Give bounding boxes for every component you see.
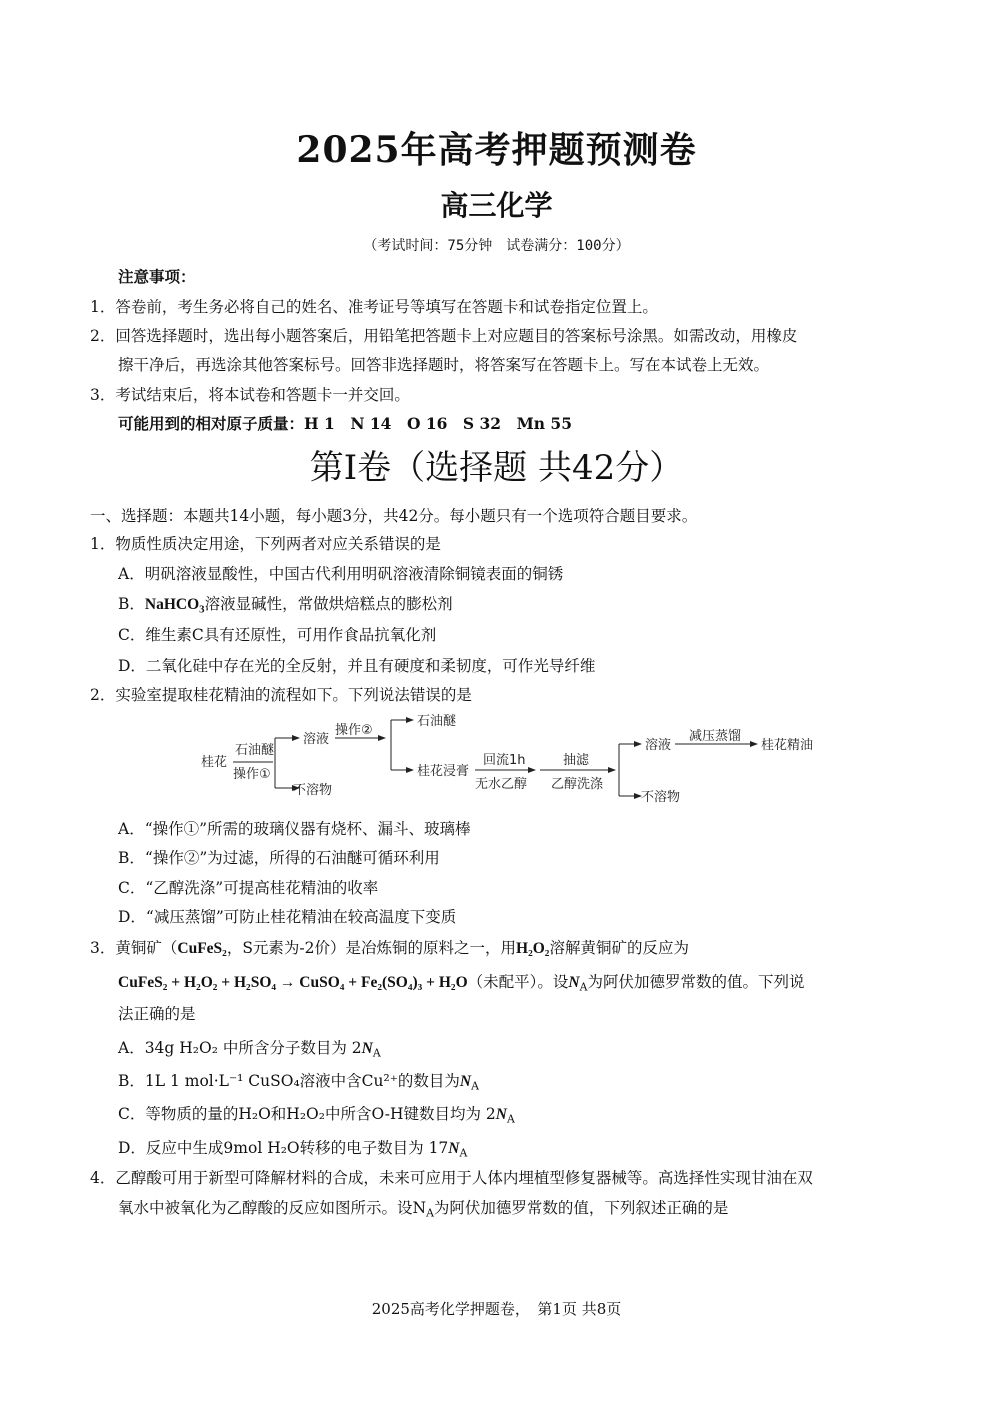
flow-petroleum-ether: 石油醚 xyxy=(417,714,457,729)
flow-reflux: 回流1h xyxy=(483,753,526,768)
page-footer: 2025高考化学押题卷， 第1页 共8页 xyxy=(371,1300,622,1318)
exam-info: （考试时间：75分钟 试卷满分：100分） xyxy=(363,238,630,254)
flow-diagram xyxy=(195,708,835,808)
section-intro: 一、选择题：本题共14小题，每小题3分，共42分。每小题只有一个选项符合题目要求。 xyxy=(90,507,698,525)
notice-heading: 注意事项： xyxy=(118,267,196,286)
q4-line-1: 4．乙醇酸可用于新型可降解材料的合成，未来可应用于人体内埋植型修复器械等。高选择性实现甘油在双 xyxy=(90,1169,813,1187)
flow-product: 桂花精油 xyxy=(761,738,814,753)
q2-option-b: B．“操作②”为过滤，所得的石油醚可循环利用 xyxy=(118,849,440,867)
flow-ethanol: 无水乙醇 xyxy=(475,777,528,792)
section-title: 第I卷（选择题 共42分） xyxy=(309,448,684,488)
q2-stem: 2．实验室提取桂花精油的流程如下。下列说法错误的是 xyxy=(90,686,472,704)
q3-option-a: A．34g H₂O₂ 中所含分子数目为 $2N_A$ xyxy=(118,1039,381,1060)
q3-option-c: C．等物质的量的H₂O和H₂O₂中所含O-H键数目均为 $2N_A$ xyxy=(118,1105,515,1126)
flow-op1: 操作① xyxy=(233,767,271,782)
q3-stem-end: 法正确的是 xyxy=(118,1005,196,1023)
q1-option-c: C．维生素C具有还原性，可用作食品抗氧化剂 xyxy=(118,626,437,644)
flow-distill: 减压蒸馏 xyxy=(689,729,742,744)
notice-item-1: 1．答卷前，考生务必将自己的姓名、准考证号等填写在答题卡和试卷指定位置上。 xyxy=(90,298,658,316)
q3-equation: CuFeS₂ + H₂O₂ + H₂SO₄ → CuSO₄ + Fe₂(SO₄)₃ + H₂O xyxy=(118,974,468,991)
q1-option-a: A．明矾溶液显酸性，中国古代利用明矾溶液清除铜镜表面的铜锈 xyxy=(118,565,564,583)
q1-stem: 1．物质性质决定用途，下列两者对应关系错误的是 xyxy=(90,535,441,553)
q4-line-2: 氧水中被氧化为乙醇酸的反应如图所示。设$N_A$为阿伏加德罗常数的值，下列叙述正确的是 xyxy=(118,1199,729,1220)
notice-item-2-cont: 擦干净后，再选涂其他答案标号。回答非选择题时，将答案写在答题卡上。写在本试卷上无效。 xyxy=(118,356,770,374)
flow-insoluble1: 不溶物 xyxy=(293,783,333,798)
q2-option-a: A．“操作①”所需的玻璃仪器有烧杯、漏斗、玻璃棒 xyxy=(118,820,471,838)
flow-insoluble2: 不溶物 xyxy=(641,790,681,805)
flow-start: 桂花 xyxy=(201,755,228,770)
q3-stem: 3．黄铜矿（CuFeS₂，S元素为-2价）是冶炼铜的原料之一，用H₂O₂溶解黄铜矿的反应为 xyxy=(90,939,689,957)
flow-reagent1: 石油醚 xyxy=(235,743,275,758)
q2-option-c: C．“乙醇洗涤”可提高桂花精油的收率 xyxy=(118,879,379,897)
flow-solution2: 溶液 xyxy=(645,738,672,753)
q1-option-d: D．二氧化硅中存在光的全反射，并且有硬度和柔韧度，可作光导纤维 xyxy=(118,657,596,675)
flow-suction: 抽滤 xyxy=(563,753,590,768)
page-title: 2025年高考押题预测卷 xyxy=(296,129,697,171)
notice-item-2: 2．回答选择题时，选出每小题答案后，用铅笔把答题卡上对应题目的答案标号涂黑。如需改动，用橡皮 xyxy=(90,327,798,345)
notice-item-3: 3．考试结束后，将本试卷和答题卡一并交回。 xyxy=(90,386,410,404)
flow-extract: 桂花浸膏 xyxy=(417,764,470,779)
flow-op2: 操作② xyxy=(335,723,373,738)
q3-option-d: D．反应中生成9mol H₂O转移的电子数目为 $17N_A$ xyxy=(118,1139,468,1160)
flow-wash: 乙醇洗涤 xyxy=(551,777,604,792)
flow-solution1: 溶液 xyxy=(303,732,330,747)
q3-equation-line: CuFeS₂ + H₂O₂ + H₂SO₄ → CuSO₄ + Fe₂(SO₄)₃ + H₂O（未配平）。设$N_A$为阿伏加德罗常数的值。下列说 xyxy=(118,973,805,994)
atomic-mass: 可能用到的相对原子质量：H 1 N 14 O 16 S 32 Mn 55 xyxy=(118,414,572,433)
q2-option-d: D．“减压蒸馏”可防止桂花精油在较高温度下变质 xyxy=(118,908,457,926)
q1-option-b: B．NaHCO$_3$溶液显碱性，常做烘焙糕点的膨松剂 xyxy=(118,595,453,616)
q3-option-b: B．1L 1 mol·L⁻¹ CuSO₄溶液中含Cu²⁺的数目为$N_A$ xyxy=(118,1072,479,1093)
page-subtitle: 高三化学 xyxy=(440,189,553,222)
